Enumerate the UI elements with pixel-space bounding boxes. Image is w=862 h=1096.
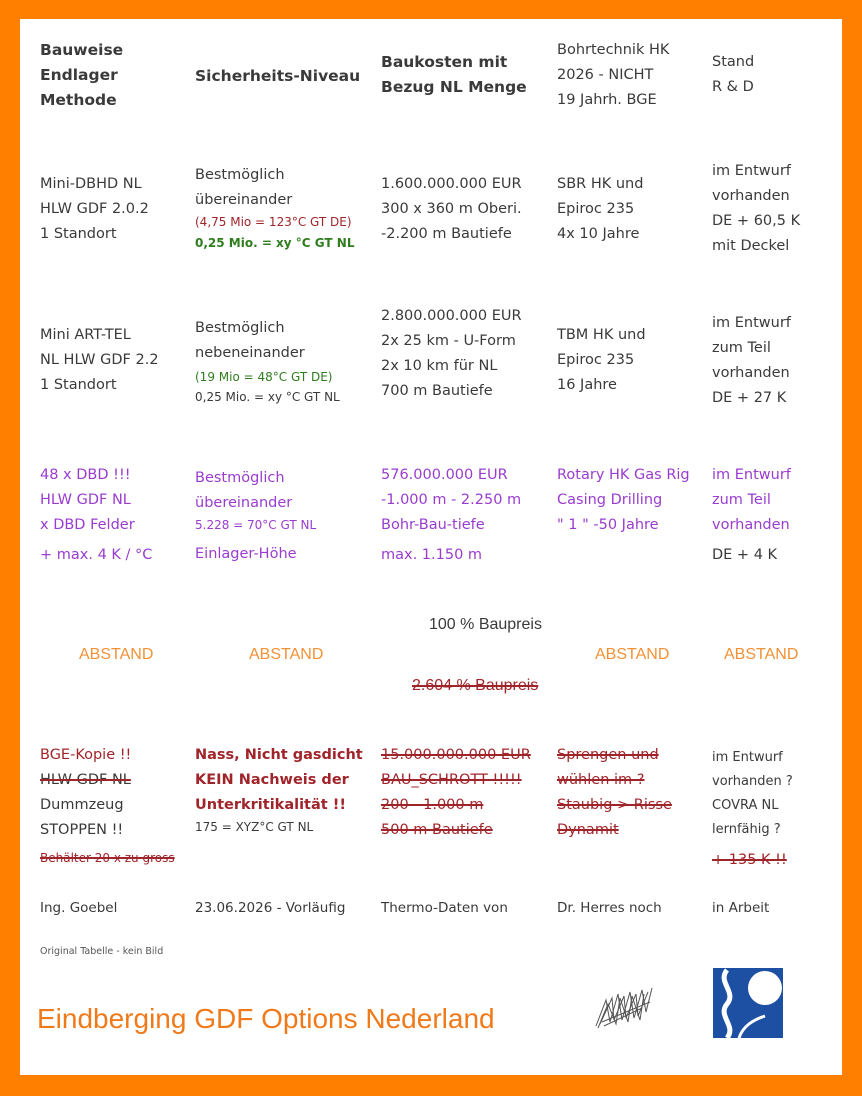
row4-safety: Nass, Nicht gasdicht KEIN Nachweis der Unterkritikalität !! 175 = XYZ°C GT NL [195,747,363,834]
footer-thermo: Thermo-Daten von [381,900,508,916]
row1-safety: Bestmöglich übereinander (4,75 Mio = 123°C GT DE) 0,25 Mio. = xy °C GT NL [195,167,355,250]
row3-method: 48 x DBD !!! HLW GDF NL x DBD Felder + max. 4 K / °C [40,467,153,563]
baupreis-label: 100 % Baupreis [429,616,542,633]
footer-author: Ing. Goebel [40,900,118,916]
row4-status: im Entwurf vorhanden ? COVRA NL lernfähig ? + 135 K !! [712,750,793,868]
row2-safety: Bestmöglich nebeneinander (19 Mio = 48°C GT DE) 0,25 Mio. = xy °C GT NL [195,320,340,404]
abstand-label-1: ABSTAND [79,646,154,663]
row3-status: im Entwurf zum Teil vorhanden DE + 4 K [712,467,791,563]
row2-costs: 2.800.000.000 EUR 2x 25 km - U-Form 2x 10 km für NL 700 m Bautiefe [381,308,522,399]
baupreis-struck: 2.604 % Baupreis [412,677,539,694]
row3-costs: 576.000.000 EUR -1.000 m - 2.250 m Bohr-Bau-tiefe max. 1.150 m [381,467,522,563]
row1-drilling: SBR HK und Epiroc 235 4x 10 Jahre [557,176,644,242]
document-title: Eindberging GDF Options Nederland [37,1003,495,1034]
row2-method: Mini ART-TEL NL HLW GDF 2.2 1 Standort [40,327,159,393]
row4-method: BGE-Kopie !! HLW GDF NL Dummzeug STOPPEN !! Behälter 20 x zu gross [40,747,175,865]
header-col5: Stand R & D [712,54,755,95]
abstand-label-3: ABSTAND [595,646,670,663]
row2-status: im Entwurf zum Teil vorhanden DE + 27 K [712,315,791,406]
logo-icon [713,968,783,1038]
row2-drilling: TBM HK und Epiroc 235 16 Jahre [557,327,646,393]
row4-costs: 15.000.000.000 EUR BAU_SCHROTT !!!!! 200 - 1.000 m 500 m Bautiefe [381,747,531,838]
abstand-label-4: ABSTAND [724,646,799,663]
header-col4: Bohrtechnik HK 2026 - NICHT 19 Jahrh. BGE [557,42,670,108]
row3-safety: Bestmöglich übereinander 5.228 = 70°C GT NL Einlager-Höhe [195,470,317,562]
header-col1: Bauweise Endlager Methode [40,41,124,109]
row1-status: im Entwurf vorhanden DE + 60,5 K mit Deckel [712,163,801,254]
header-col2: Sicherheits-Niveau [195,67,361,85]
row1-method: Mini-DBHD NL HLW GDF 2.0.2 1 Standort [40,176,149,242]
footer-herres: Dr. Herres noch [557,900,662,916]
row4-drilling: Sprengen und wühlen im ? Staubig > Risse Dynamit [557,747,672,838]
row1-costs: 1.600.000.000 EUR 300 x 360 m Oberi. -2.200 m Bautiefe [381,176,522,242]
abstand-label-2: ABSTAND [249,646,324,663]
footer-date: 23.06.2026 - Vorläufig [195,900,346,916]
header-col3: Baukosten mit Bezug NL Menge [381,53,527,96]
row3-drilling: Rotary HK Gas Rig Casing Drilling " 1 " -50 Jahre [557,467,690,533]
footer-status: in Arbeit [712,900,770,916]
original-note: Original Tabelle - kein Bild [40,946,164,957]
signature-icon [592,982,656,1032]
